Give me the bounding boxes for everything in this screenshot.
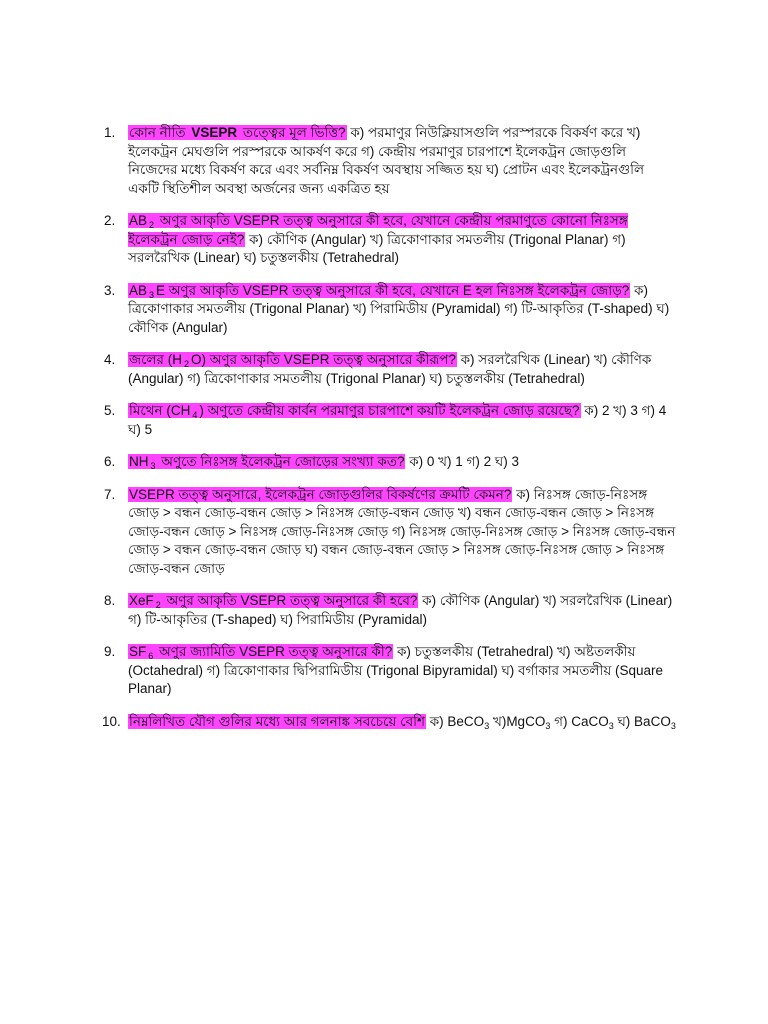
question-number: 2.: [104, 213, 116, 228]
question-text: [128, 403, 666, 437]
subscript: 4: [192, 410, 198, 420]
highlighted-subscript: [148, 283, 155, 298]
question-item: [104, 592, 676, 629]
question-number: 6.: [104, 454, 116, 469]
highlighted-question-text: জলের (H: [129, 352, 182, 367]
question-item: [104, 282, 676, 338]
highlighted-question-text: তত্ত্বের মূল ভিত্তি?: [239, 125, 346, 140]
highlighted-question-text: E অণুর আকৃতি VSEPR তত্ত্ব অনুসারে কী হবে, যেখানে E হল নিঃসঙ্গ ইলেকট্রন জোড়?: [156, 282, 630, 298]
highlighted-question-text: অণুর আকৃতি VSEPR তত্ত্ব অনুসারে কী হবে, যেখানে কেন্দ্রীয় পরমাণুতে কোনো নিঃসঙ্গ ইলেকট্রন জোড় নেই?: [128, 213, 628, 247]
question-text: [128, 125, 644, 196]
highlighted-question-text: O) অণুর আকৃতি VSEPR তত্ত্ব অনুসারে কীরূপ?: [191, 352, 456, 367]
question-item: [104, 212, 676, 268]
answer-options-text: ক) পরমাণুর নিউক্লিয়াসগুলি পরস্পরকে বিকর্ষণ করে খ) ইলেকট্রন মেঘগুলি পরস্পরকে আকর্ষণ করে গ) কেন্দ্রীয় পরমাণুর চারপাশে ইলেকট্রন জোড়গুলি নিজেদের মধ্যে বিকর্ষণ করে এবং সর্বনিম্ন বিকর্ষণ অবস্থায় সজ্জিত হয় ঘ) প্রোটন এবং ইলেকট্রনগুলি একটি স্থিতিশীল অবস্থা অর্জনের জন্য একত্রিত হয়: [128, 125, 645, 196]
highlighted-subscript: [148, 213, 155, 228]
question-item: [104, 351, 676, 388]
highlighted-question-text: VSEPR তত্ত্ব অনুসারে, ইলেকট্রন জোড়গুলির বিকর্ষণের ক্রমটি কেমন?: [129, 486, 512, 502]
subscript: 3: [670, 720, 676, 731]
question-number: 9.: [104, 644, 116, 659]
question-text: [128, 714, 676, 729]
question-text: [128, 644, 663, 696]
highlighted-question-text: NH: [129, 454, 149, 469]
highlighted-question-text: XeF: [129, 593, 154, 608]
highlighted-question-text: অণুর আকৃতি VSEPR তত্ত্ব অনুসারে কী হবে?: [162, 593, 418, 608]
question-number: 1.: [104, 125, 116, 140]
question-text: [128, 454, 519, 469]
question-text: [128, 213, 628, 265]
highlighted-question-text: ) অণুতে কেন্দ্রীয় কার্বন পরমাণুর চারপাশে কয়টি ইলেকট্রন জোড় রয়েছে?: [199, 403, 580, 418]
answer-options-text: ক) চতুস্তলকীয় (Tetrahedral) খ) অষ্টতলকীয় (Octahedral) গ) ত্রিকোণাকার দ্বিপিরামিডীয় (Trigonal Bipyramidal) ঘ) বর্গাকার সমতলীয় (Square Planar): [128, 644, 664, 696]
answer-options-text: ক) কৌণিক (Angular) খ) ত্রিকোণাকার সমতলীয় (Trigonal Planar) গ) সরলরৈখিক (Linear) ঘ) চতুস্তলকীয় (Tetrahedral): [128, 231, 626, 265]
question-number: 3.: [104, 282, 116, 298]
highlighted-question-text: AB: [129, 282, 148, 298]
answer-options-text: ক) BeCO: [425, 713, 485, 729]
answer-options-text: খ)MgCO: [489, 713, 546, 729]
answer-options-text: ক) নিঃসঙ্গ জোড়-নিঃসঙ্গ জোড় > বন্ধন জোড়-বন্ধন জোড় > নিঃসঙ্গ জোড়-বন্ধন জোড় খ) বন্ধন জোড়-বন্ধন জোড় > নিঃসঙ্গ জোড়-বন্ধন জোড় > নিঃসঙ্গ জোড়-নিঃসঙ্গ জোড় গ) নিঃসঙ্গ জোড়-নিঃসঙ্গ জোড় > নিঃসঙ্গ জোড়-বন্ধন জোড় > বন্ধন জোড়-বন্ধন জোড় ঘ) বন্ধন জোড়-বন্ধন জোড় > নিঃসঙ্গ জোড়-নিঃসঙ্গ জোড় > নিঃসঙ্গ জোড়-বন্ধন জোড়: [128, 486, 676, 576]
answer-options-text: ক) 0 খ) 1 গ) 2 ঘ) 3: [405, 454, 520, 469]
question-number: 7.: [104, 486, 116, 502]
question-item: [104, 453, 676, 472]
question-number: 8.: [104, 593, 116, 608]
answer-options-text: ক) 2 খ) 3 গ) 4 ঘ) 5: [128, 403, 667, 437]
answer-options-text: ক) কৌণিক (Angular) খ) সরলরৈখিক (Linear) গ) টি-আকৃতির (T-shaped) ঘ) পিরামিডীয় (Pyramidal): [128, 593, 673, 627]
question-item: [104, 402, 676, 439]
subscript: 6: [148, 651, 154, 661]
highlighted-question-text: মিথেন (CH: [129, 403, 191, 418]
highlighted-subscript: [150, 454, 157, 469]
question-item: [104, 124, 676, 198]
subscript: 2: [149, 220, 155, 230]
subscript: 3: [608, 720, 614, 731]
answer-options-text: ঘ) BaCO: [613, 713, 671, 729]
highlighted-question-text: নিম্নলিখিত যৌগ গুলির মধ্যে আর গলনাঙ্ক সবচেয়ে বেশি: [129, 713, 425, 729]
highlighted-question-text: SF: [129, 644, 147, 659]
question-item: [104, 486, 676, 579]
subscript: 3: [545, 720, 551, 731]
question-number: 5.: [104, 403, 116, 418]
subscript: 2: [155, 600, 161, 610]
highlighted-question-text: AB: [129, 213, 148, 228]
subscript: 3: [484, 720, 490, 731]
question-number: 10.: [102, 713, 121, 729]
highlighted-question-text: অণুতে নিঃসঙ্গ ইলেকট্রন জোড়ের সংখ্যা কত?: [157, 454, 405, 469]
question-item: [104, 643, 676, 699]
answer-options-text: ক) সরলরৈখিক (Linear) খ) কৌণিক (Angular) গ) ত্রিকোণাকার সমতলীয় (Trigonal Planar) ঘ) চতুস্তলকীয় (Tetrahedral): [128, 352, 652, 386]
highlighted-subscript: [183, 352, 190, 367]
question-text: [128, 352, 651, 386]
question-number: 4.: [104, 352, 116, 367]
answer-options-text: গ) CaCO: [550, 713, 609, 729]
question-list: [104, 124, 676, 745]
highlighted-question-text: কোন নীতি: [129, 125, 190, 140]
question-item: [104, 713, 676, 732]
question-text: [128, 593, 672, 627]
highlighted-subscript: [155, 593, 162, 608]
question-text: [128, 283, 669, 335]
subscript: 2: [183, 359, 189, 369]
highlighted-question-text: VSEPR: [191, 125, 238, 140]
subscript: 3: [149, 289, 155, 300]
question-text: [128, 487, 675, 576]
highlighted-question-text: অণুর জ্যামিতি VSEPR তত্ত্ব অনুসারে কী?: [155, 644, 393, 659]
answer-options-text: ক) ত্রিকোণাকার সমতলীয় (Trigonal Planar) খ) পিরামিডীয় (Pyramidal) গ) টি-আকৃতির (T-shaped) ঘ) কৌণিক (Angular): [128, 282, 670, 335]
subscript: 3: [150, 461, 156, 471]
